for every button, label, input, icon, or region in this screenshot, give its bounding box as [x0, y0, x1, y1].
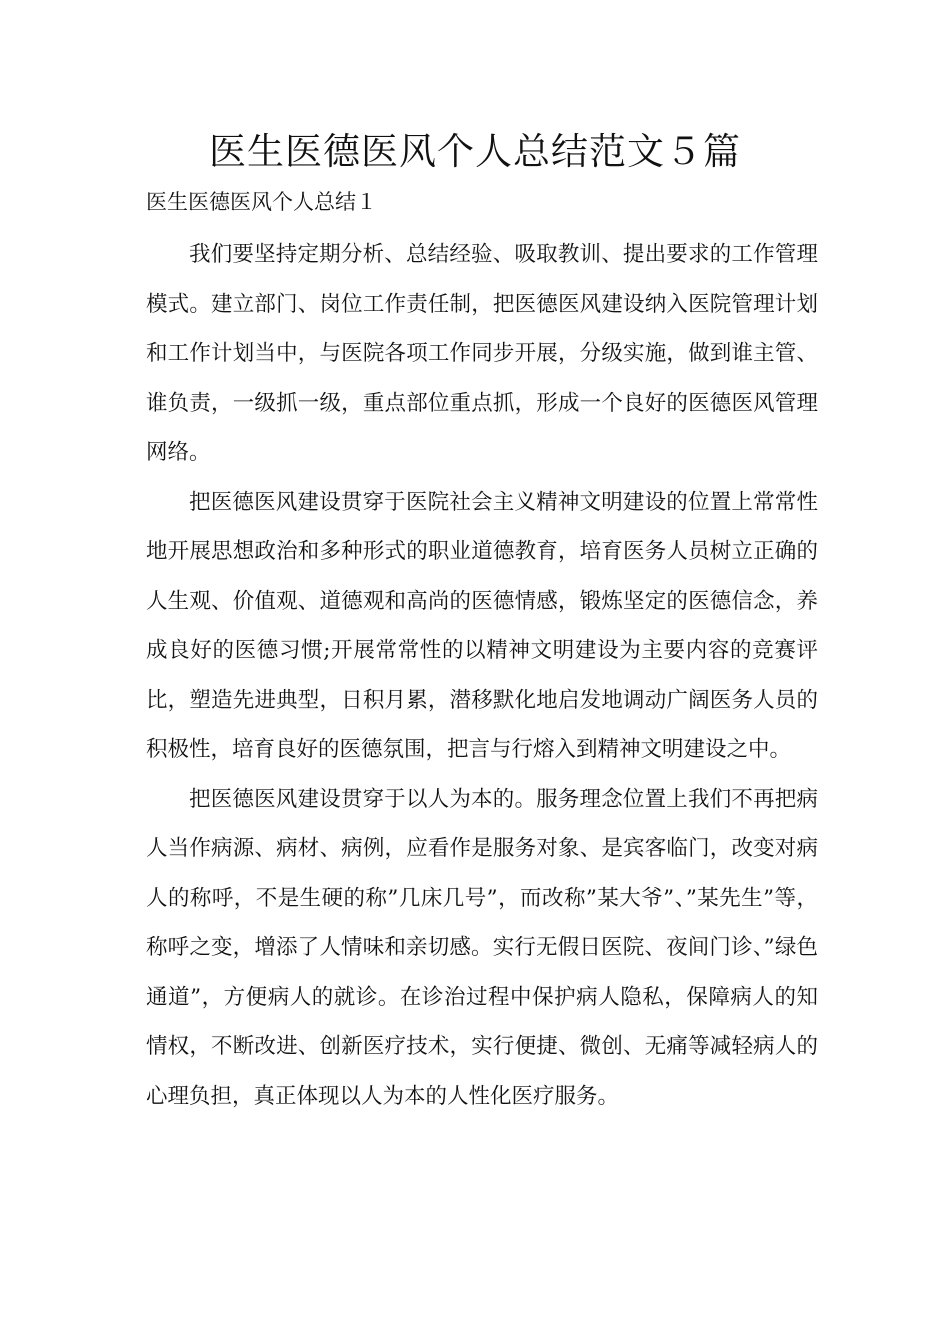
document-title: 医生医德医风个人总结范文５篇: [209, 130, 741, 173]
section-heading: 医生医德医风个人总结１: [146, 190, 377, 214]
paragraph-1: 我们要坚持定期分析、总结经验、吸取教训、提出要求的工作管理模式。建立部门、岗位工作责任制，把医德医风建设纳入医院管理计划和工作计划当中，与医院各项工作同步开展，分级实施，做到谁主管、谁负责，一级抓一级，重点部位重点抓，形成一个良好的医德医风管理网络。: [146, 242, 818, 465]
paragraph-3: 把医德医风建设贯穿于以人为本的。服务理念位置上我们不再把病人当作病源、病材、病例，应看作是服务对象、是宾客临门，改变对病人的称呼，不是生硬的称”几床几号”，而改称”某大爷”、”某先生”等，称呼之变，增添了人情味和亲切感。实行无假日医院、夜间门诊、”绿色通道”，方便病人的就诊。在诊治过程中保护病人隐私，保障病人的知情权，不断改进、创新医疗技术，实行便捷、微创、无痛等减轻病人的心理负担，真正体现以人为本的人性化医疗服务。: [146, 786, 818, 1109]
paragraph-2: 把医德医风建设贯穿于医院社会主义精神文明建设的位置上常常性地开展思想政治和多种形式的职业道德教育，培育医务人员树立正确的人生观、价值观、道德观和高尚的医德情感，锻炼坚定的医德信念，养成良好的医德习惯;开展常常性的以精神文明建设为主要内容的竞赛评比，塑造先进典型，日积月累，潜移默化地启发地调动广阔医务人员的积极性，培育良好的医德氛围，把言与行熔入到精神文明建设之中。: [146, 489, 818, 762]
document-body: [146, 230, 818, 1121]
